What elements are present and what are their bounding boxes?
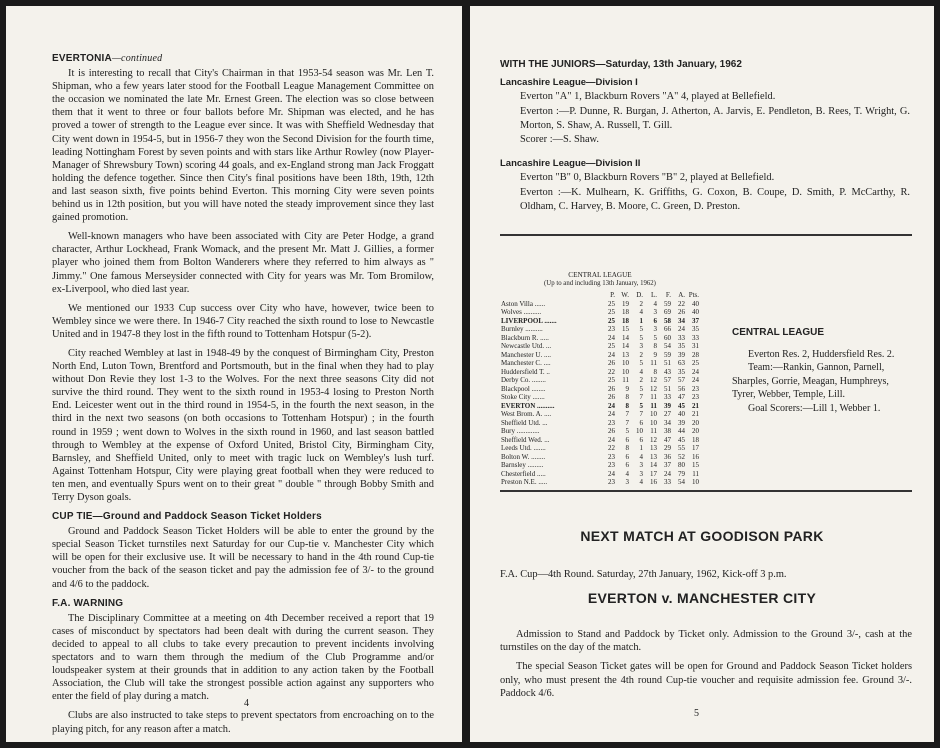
stat-cell: 6 bbox=[639, 435, 643, 444]
table-header-cell: A. bbox=[678, 291, 685, 299]
stat-cell: 9 bbox=[653, 350, 657, 359]
stat-cell: 10 bbox=[636, 427, 643, 435]
stat-cell: 40 bbox=[678, 410, 685, 418]
stat-cell: 1 bbox=[639, 444, 643, 452]
left-page bbox=[6, 6, 462, 742]
stat-cell: 4 bbox=[639, 452, 643, 461]
central-league-table bbox=[500, 271, 700, 487]
stat-cell: 18 bbox=[622, 308, 629, 316]
stat-cell: 40 bbox=[692, 308, 699, 316]
stat-cell: 37 bbox=[692, 316, 699, 325]
table-header-cell: Pts. bbox=[688, 291, 699, 299]
stat-cell: 3 bbox=[653, 325, 657, 333]
stat-cell: 25 bbox=[608, 376, 615, 384]
team-name-cell: Blackpool ........ bbox=[501, 384, 546, 393]
table-row bbox=[500, 308, 700, 317]
team-name-cell: Wolves .......... bbox=[501, 308, 542, 316]
team-name-cell: Blackburn R. ..... bbox=[501, 333, 549, 342]
stat-cell: 24 bbox=[608, 401, 615, 410]
paragraph: City reached Wembley at last in 1948-49 by the conquest of Birmingham City, Preston North End, Luton Town, Brentford and Portsmouth, but in the final when they had to play without Don Revie they lost 1-3 to the Wolves. For the next three seasons City did not survive the third round. They went to the sixth round in 1953-4 losing to Preston North End. Leicester went out in the third round in 1954-5, in the fourth the next season, in the third in the next two seasons (on both occasions to Tottenham Hotspur) ; in the fourth round in 1959 ; went down to Wolves in the sixth round in 1960, and last season battled through to Wembley at the expense of Oxford United, Bristol City, Birmingham City, Barnsley, and Sheffield United, only to meet with tragic luck on Wembley's lush turf. Against Tottenham Hotspur, City were playing great football when they were reduced to ten men, and eventually Spurs went on to their great " double " through Bobby Smith and Terry Dyson goals. bbox=[52, 347, 434, 503]
table-row bbox=[500, 300, 700, 309]
stat-cell: 10 bbox=[622, 359, 629, 367]
table-row bbox=[500, 478, 700, 487]
stat-cell: 24 bbox=[608, 333, 615, 342]
central-league-title: CENTRAL LEAGUE bbox=[732, 327, 825, 338]
stat-cell: 7 bbox=[639, 410, 643, 418]
stat-cell: 26 bbox=[678, 308, 685, 316]
stat-cell: 24 bbox=[608, 410, 615, 418]
fa-warning-text: The Disciplinary Committee at a meeting on 4th December received a report that 19 cases of misconduct by spectators had been dealt with during the current season. They decided to appeal to all clubs to take every precaution to prevent incidents involving spectators and to warn them through the medium of the Club Programme and/or loudspeaker system at their grounds that in addition to any action taken by the Football Association, the Club will take the strongest possible action against any supporters who enter the field of play during a match. bbox=[52, 612, 434, 703]
stat-cell: 19 bbox=[622, 299, 629, 308]
table-row bbox=[500, 461, 700, 470]
team-name-cell: Huddersfield T. .. bbox=[501, 367, 550, 376]
paragraph: It is interesting to recall that City's Chairman in that 1953-54 season was Mr. Len T. Shipman, who a few years later stood for the Football League Management Committee on the occasion we nominated the late Mr. Ernest Green. The election was so close between them that it went to three or four ballots before Mr. Shipman was elected, and he has proved a tower of strength to the League ever since. It was with Sheffield Wednesday that City went down in 1954-5, but in 1956-7 they won the Second Division for the fourth time, leading Nottingham Forest by seven points and with stars like Arthur Rowley (now Player-Manager of Shrewsbury Town) scoring 44 goals, and ex-England strong man Jack Froggatt holding the defence together. Since then City's final positions have been 18th, 19th, 12th and last season sixth, five points behind Everton. This morning City were seven points behind us in 12th position, but you will have noted the steady improvement since they last gained promotion. bbox=[52, 68, 434, 224]
stat-cell: 52 bbox=[678, 452, 685, 461]
division-1-heading: Lancashire League—Division I bbox=[500, 77, 638, 89]
stat-cell: 11 bbox=[622, 376, 629, 384]
stat-cell: 35 bbox=[692, 325, 699, 333]
team-name-cell: Derby Co. ........ bbox=[501, 376, 546, 384]
divider bbox=[500, 490, 912, 492]
stat-cell: 9 bbox=[625, 384, 629, 393]
stat-cell: 10 bbox=[692, 478, 699, 486]
stat-cell: 17 bbox=[692, 444, 699, 452]
fixture-title: EVERTON v. MANCHESTER CITY bbox=[587, 590, 817, 606]
paragraph: We mentioned our 1933 Cup success over City who have, however, twice been to Wembley since we were there. In 1946-7 City reached the sixth round to lose to Newcastle United and in 1947-8 they lost in the fifth round to Tottenham Hotspur (5-2). bbox=[52, 302, 434, 340]
stat-cell: 39 bbox=[664, 401, 671, 410]
stat-cell: 47 bbox=[664, 435, 671, 444]
stat-cell: 14 bbox=[622, 342, 629, 350]
stat-cell: 24 bbox=[678, 325, 685, 333]
table-row bbox=[500, 410, 700, 419]
stat-cell: 16 bbox=[692, 452, 699, 461]
stat-cell: 12 bbox=[650, 384, 657, 393]
stat-cell: 23 bbox=[608, 452, 615, 461]
stat-cell: 4 bbox=[639, 478, 643, 486]
stat-cell: 24 bbox=[692, 376, 699, 384]
table-row bbox=[500, 342, 700, 351]
stat-cell: 5 bbox=[639, 384, 643, 393]
stat-cell: 34 bbox=[678, 316, 685, 325]
stat-cell: 5 bbox=[653, 333, 657, 342]
stat-cell: 6 bbox=[625, 435, 629, 444]
stat-cell: 23 bbox=[608, 478, 615, 486]
stat-cell: 18 bbox=[622, 316, 629, 325]
stat-cell: 24 bbox=[692, 367, 699, 376]
stat-cell: 25 bbox=[608, 299, 615, 308]
stat-cell: 5 bbox=[639, 359, 643, 367]
stat-cell: 20 bbox=[692, 418, 699, 427]
fa-warning-text-2: Clubs are also instructed to take steps to prevent spectators from encroaching on to the playing pitch, for any reason after a match. bbox=[52, 710, 434, 735]
central-league-scorers: Goal Scorers:—Lill 1, Webber 1. bbox=[748, 402, 881, 414]
stat-cell: 5 bbox=[639, 333, 643, 342]
stat-cell: 11 bbox=[692, 469, 699, 478]
stat-cell: 2 bbox=[639, 376, 643, 384]
stat-cell: 3 bbox=[639, 461, 643, 469]
stat-cell: 39 bbox=[678, 418, 685, 427]
stat-cell: 3 bbox=[653, 308, 657, 316]
table-subtitle: (Up to and including 13th January, 1962) bbox=[544, 279, 656, 287]
stat-cell: 54 bbox=[664, 342, 671, 350]
stat-cell: 28 bbox=[692, 350, 699, 359]
stat-cell: 5 bbox=[625, 427, 629, 435]
stat-cell: 37 bbox=[664, 461, 671, 469]
stat-cell: 3 bbox=[639, 342, 643, 350]
stat-cell: 24 bbox=[664, 469, 671, 478]
stat-cell: 29 bbox=[664, 444, 671, 452]
stat-cell: 40 bbox=[692, 299, 699, 308]
team-name-cell: EVERTON .......... bbox=[501, 401, 555, 410]
stat-cell: 8 bbox=[653, 367, 657, 376]
stat-cell: 39 bbox=[678, 350, 685, 359]
stat-cell: 35 bbox=[678, 342, 685, 350]
stat-cell: 14 bbox=[650, 461, 657, 469]
stat-cell: 60 bbox=[664, 333, 671, 342]
right-page bbox=[470, 6, 934, 742]
season-ticket-paragraph: The special Season Ticket gates will be open for Ground and Paddock Season Ticket holders only, who must present the 4th round Cup-tie voucher and requisite admission fee. Ground 3/-. Paddock 4/6. bbox=[500, 661, 912, 699]
stat-cell: 6 bbox=[639, 418, 643, 427]
league-standings bbox=[500, 291, 700, 487]
stat-cell: 33 bbox=[664, 478, 671, 486]
stat-cell: 6 bbox=[625, 452, 629, 461]
team-name-cell: Leeds Utd. ....... bbox=[501, 444, 546, 452]
stat-cell: 5 bbox=[639, 401, 643, 410]
table-row bbox=[500, 351, 700, 360]
stat-cell: 23 bbox=[608, 461, 615, 469]
stat-cell: 6 bbox=[625, 461, 629, 469]
team-name-cell: Bolton W. ........ bbox=[501, 452, 546, 461]
table-row bbox=[500, 470, 700, 479]
table-header-cell: P. bbox=[610, 291, 615, 299]
stat-cell: 8 bbox=[625, 401, 629, 410]
stat-cell: 80 bbox=[678, 461, 685, 469]
team-name-cell: West Brom. A. .... bbox=[501, 410, 552, 418]
stat-cell: 26 bbox=[608, 384, 615, 393]
table-title: CENTRAL LEAGUE bbox=[568, 271, 632, 279]
stat-cell: 59 bbox=[664, 299, 671, 308]
stat-cell: 4 bbox=[625, 469, 629, 478]
evertonia-heading: EVERTONIA—continued bbox=[52, 53, 163, 64]
table-row bbox=[500, 402, 700, 411]
table-row bbox=[500, 427, 700, 436]
stat-cell: 24 bbox=[608, 435, 615, 444]
juniors-heading: WITH THE JUNIORS—Saturday, 13th January, 1962 bbox=[500, 59, 742, 70]
division-1-result: Everton "A" 1, Blackburn Rovers "A" 4, played at Bellefield. bbox=[520, 91, 776, 103]
stat-cell: 22 bbox=[608, 367, 615, 376]
team-name-cell: Newcastle Utd. ... bbox=[501, 342, 552, 350]
team-name-cell: Manchester U. .... bbox=[501, 350, 551, 359]
admission-paragraph: Admission to Stand and Paddock by Ticket only. Admission to the Ground 3/-, cash at the turnstiles on the day of the match. bbox=[500, 629, 912, 654]
stat-cell: 23 bbox=[608, 418, 615, 427]
stat-cell: 11 bbox=[650, 401, 657, 410]
team-name-cell: Sheffield Wed. ... bbox=[501, 435, 550, 444]
stat-cell: 51 bbox=[664, 384, 671, 393]
stat-cell: 25 bbox=[608, 316, 615, 325]
stat-cell: 3 bbox=[625, 478, 629, 486]
table-header-cell: F. bbox=[665, 291, 671, 299]
stat-cell: 45 bbox=[678, 401, 685, 410]
page-number: 5 bbox=[694, 708, 699, 719]
table-row bbox=[500, 436, 700, 445]
stat-cell: 31 bbox=[692, 342, 699, 350]
stat-cell: 10 bbox=[650, 410, 657, 418]
stat-cell: 51 bbox=[664, 359, 671, 367]
stat-cell: 11 bbox=[650, 359, 657, 367]
team-name-cell: LIVERPOOL ....... bbox=[501, 316, 557, 325]
stat-cell: 7 bbox=[625, 410, 629, 418]
left-column bbox=[52, 46, 434, 742]
stat-cell: 16 bbox=[650, 478, 657, 486]
table-header-cell bbox=[500, 291, 602, 300]
division-1-scorer: Scorer :—S. Shaw. bbox=[520, 134, 599, 146]
stat-cell: 14 bbox=[622, 333, 629, 342]
stat-cell: 57 bbox=[664, 376, 671, 384]
stat-cell: 79 bbox=[678, 469, 685, 478]
stat-cell: 25 bbox=[608, 342, 615, 350]
stat-cell: 57 bbox=[678, 376, 685, 384]
stat-cell: 8 bbox=[653, 342, 657, 350]
stat-cell: 38 bbox=[664, 427, 671, 435]
stat-cell: 24 bbox=[608, 469, 615, 478]
team-name-cell: Sheffield Utd. ... bbox=[501, 418, 548, 427]
table-row bbox=[500, 368, 700, 377]
stat-cell: 10 bbox=[650, 418, 657, 427]
stat-cell: 47 bbox=[678, 393, 685, 401]
stat-cell: 18 bbox=[692, 435, 699, 444]
stat-cell: 54 bbox=[678, 478, 685, 486]
stat-cell: 69 bbox=[664, 308, 671, 316]
table-row bbox=[500, 453, 700, 462]
team-name-cell: Barnsley ......... bbox=[501, 461, 544, 469]
stat-cell: 1 bbox=[639, 316, 643, 325]
team-name-cell: Burnley .......... bbox=[501, 325, 543, 333]
stat-cell: 7 bbox=[625, 418, 629, 427]
stat-cell: 25 bbox=[692, 359, 699, 367]
table-row bbox=[500, 393, 700, 402]
team-name-cell: Chesterfield ..... bbox=[501, 469, 546, 478]
stat-cell: 4 bbox=[639, 367, 643, 376]
cup-tie-text: Ground and Paddock Season Ticket Holders will be able to enter the ground by the special Season Ticket turnstiles next Saturday for our Cup-tie v. Manchester City which will be open for their exclusive use. It will be necessary to hand in the 4th round Cup-tie voucher from the back of the season ticket and pay the admission fee of 3/- to the ground and 4/6 to the paddock. bbox=[52, 526, 434, 590]
stat-cell: 26 bbox=[608, 359, 615, 367]
stat-cell: 23 bbox=[692, 384, 699, 393]
stat-cell: 11 bbox=[650, 393, 657, 401]
table-row bbox=[500, 359, 700, 368]
table-row bbox=[500, 419, 700, 428]
team-name-cell: Stoke City ....... bbox=[501, 393, 545, 401]
juniors-section bbox=[500, 58, 910, 214]
central-league-team: Team:—Rankin, Gannon, Parnell, bbox=[748, 362, 885, 374]
stat-cell: 4 bbox=[653, 299, 657, 308]
stat-cell: 4 bbox=[639, 308, 643, 316]
stat-cell: 13 bbox=[650, 444, 657, 452]
paragraph: Well-known managers who have been associated with City are Peter Hodge, a grand character, Arthur Lockhead, Frank Womack, and the present Mr. Matt J. Gillies, a former player who joined them from Bolton Wanderers where they referred to him always as " Jimmy." One famous Merseysider connected with City for years was Mr. Tom Bromilow, ex-Liverpool, who died last year. bbox=[52, 231, 434, 295]
stat-cell: 13 bbox=[650, 452, 657, 461]
stat-cell: 27 bbox=[664, 410, 671, 418]
stat-cell: 22 bbox=[678, 299, 685, 308]
stat-cell: 56 bbox=[678, 384, 685, 393]
table-header-cell: W. bbox=[621, 291, 629, 299]
stat-cell: 8 bbox=[625, 393, 629, 401]
stat-cell: 55 bbox=[678, 444, 685, 452]
stat-cell: 20 bbox=[692, 427, 699, 435]
stat-cell: 59 bbox=[664, 350, 671, 359]
stat-cell: 3 bbox=[639, 469, 643, 478]
stat-cell: 45 bbox=[678, 435, 685, 444]
central-league-score: Everton Res. 2, Huddersfield Res. 2. bbox=[748, 348, 895, 360]
team-name-cell: Bury ............. bbox=[501, 427, 540, 435]
table-row bbox=[500, 317, 700, 326]
stat-cell: 36 bbox=[664, 452, 671, 461]
table-row bbox=[500, 334, 700, 343]
team-name-cell: Preston N.E. ..... bbox=[501, 478, 548, 486]
stat-cell: 25 bbox=[608, 308, 615, 316]
division-2-result: Everton "B" 0, Blackburn Rovers "B" 2, played at Bellefield. bbox=[520, 172, 775, 184]
stat-cell: 21 bbox=[692, 401, 699, 410]
table-header-cell: D. bbox=[636, 291, 643, 299]
stat-cell: 12 bbox=[650, 435, 657, 444]
central-league-team-cont: Tyrer, Webber, Temple, Lill. bbox=[732, 389, 845, 401]
stat-cell: 33 bbox=[692, 333, 699, 342]
fa-warning-heading: F.A. WARNING bbox=[52, 597, 124, 609]
stat-cell: 10 bbox=[622, 367, 629, 376]
spine bbox=[462, 0, 470, 748]
central-league-result bbox=[732, 326, 922, 416]
stat-cell: 66 bbox=[664, 325, 671, 333]
stat-cell: 33 bbox=[678, 333, 685, 342]
stat-cell: 26 bbox=[608, 427, 615, 435]
next-match-heading: NEXT MATCH AT GOODISON PARK bbox=[580, 528, 824, 544]
stat-cell: 2 bbox=[639, 299, 643, 308]
stat-cell: 26 bbox=[608, 393, 615, 401]
stat-cell: 11 bbox=[650, 427, 657, 435]
stat-cell: 23 bbox=[608, 325, 615, 333]
stat-cell: 24 bbox=[608, 350, 615, 359]
divider bbox=[500, 234, 912, 236]
stat-cell: 15 bbox=[692, 461, 699, 469]
stat-cell: 5 bbox=[639, 325, 643, 333]
stat-cell: 12 bbox=[650, 376, 657, 384]
stat-cell: 2 bbox=[639, 350, 643, 359]
stat-cell: 21 bbox=[692, 410, 699, 418]
stat-cell: 8 bbox=[625, 444, 629, 452]
table-row bbox=[500, 385, 700, 394]
team-name-cell: Aston Villa ...... bbox=[501, 299, 546, 308]
page-number: 4 bbox=[244, 698, 249, 709]
division-2-team: Everton :—K. Mulhearn, K. Griffiths, G. Coxon, B. Coupe, D. Smith, P. McCarthy, R. Oldham, C. Harvey, B. Moore, C. Green, D. Preston. bbox=[520, 186, 910, 212]
stat-cell: 35 bbox=[678, 367, 685, 376]
stat-cell: 6 bbox=[653, 316, 657, 325]
division-2-heading: Lancashire League—Division II bbox=[500, 158, 641, 170]
division-1-team: Everton :—P. Dunne, R. Burgan, J. Atherton, A. Jarvis, E. Pendleton, B. Rees, T. Wright, G. Morton, S. Shaw, A. Russell, T. Gill. bbox=[520, 105, 910, 131]
stat-cell: 13 bbox=[622, 350, 629, 359]
stat-cell: 43 bbox=[664, 367, 671, 376]
table-header-cell: L. bbox=[650, 291, 657, 299]
team-name-cell: Manchester C. .... bbox=[501, 359, 551, 367]
stat-cell: 23 bbox=[692, 393, 699, 401]
cup-tie-heading: CUP TIE—Ground and Paddock Season Ticket Holders bbox=[52, 511, 322, 523]
table-row bbox=[500, 376, 700, 385]
admission-info bbox=[500, 628, 912, 706]
table-row bbox=[500, 325, 700, 334]
stat-cell: 63 bbox=[678, 359, 685, 367]
stat-cell: 7 bbox=[639, 393, 643, 401]
table-row bbox=[500, 444, 700, 453]
stat-cell: 17 bbox=[650, 469, 657, 478]
stat-cell: 44 bbox=[678, 427, 685, 435]
stat-cell: 58 bbox=[664, 316, 671, 325]
central-league-team-cont: Sharples, Gorrie, Meagan, Humphreys, bbox=[732, 375, 889, 387]
next-match-detail: F.A. Cup—4th Round. Saturday, 27th January, 1962, Kick-off 3 p.m. bbox=[500, 569, 787, 580]
stat-cell: 34 bbox=[664, 418, 671, 427]
stat-cell: 33 bbox=[664, 393, 671, 401]
stat-cell: 15 bbox=[622, 325, 629, 333]
stat-cell: 22 bbox=[608, 444, 615, 452]
